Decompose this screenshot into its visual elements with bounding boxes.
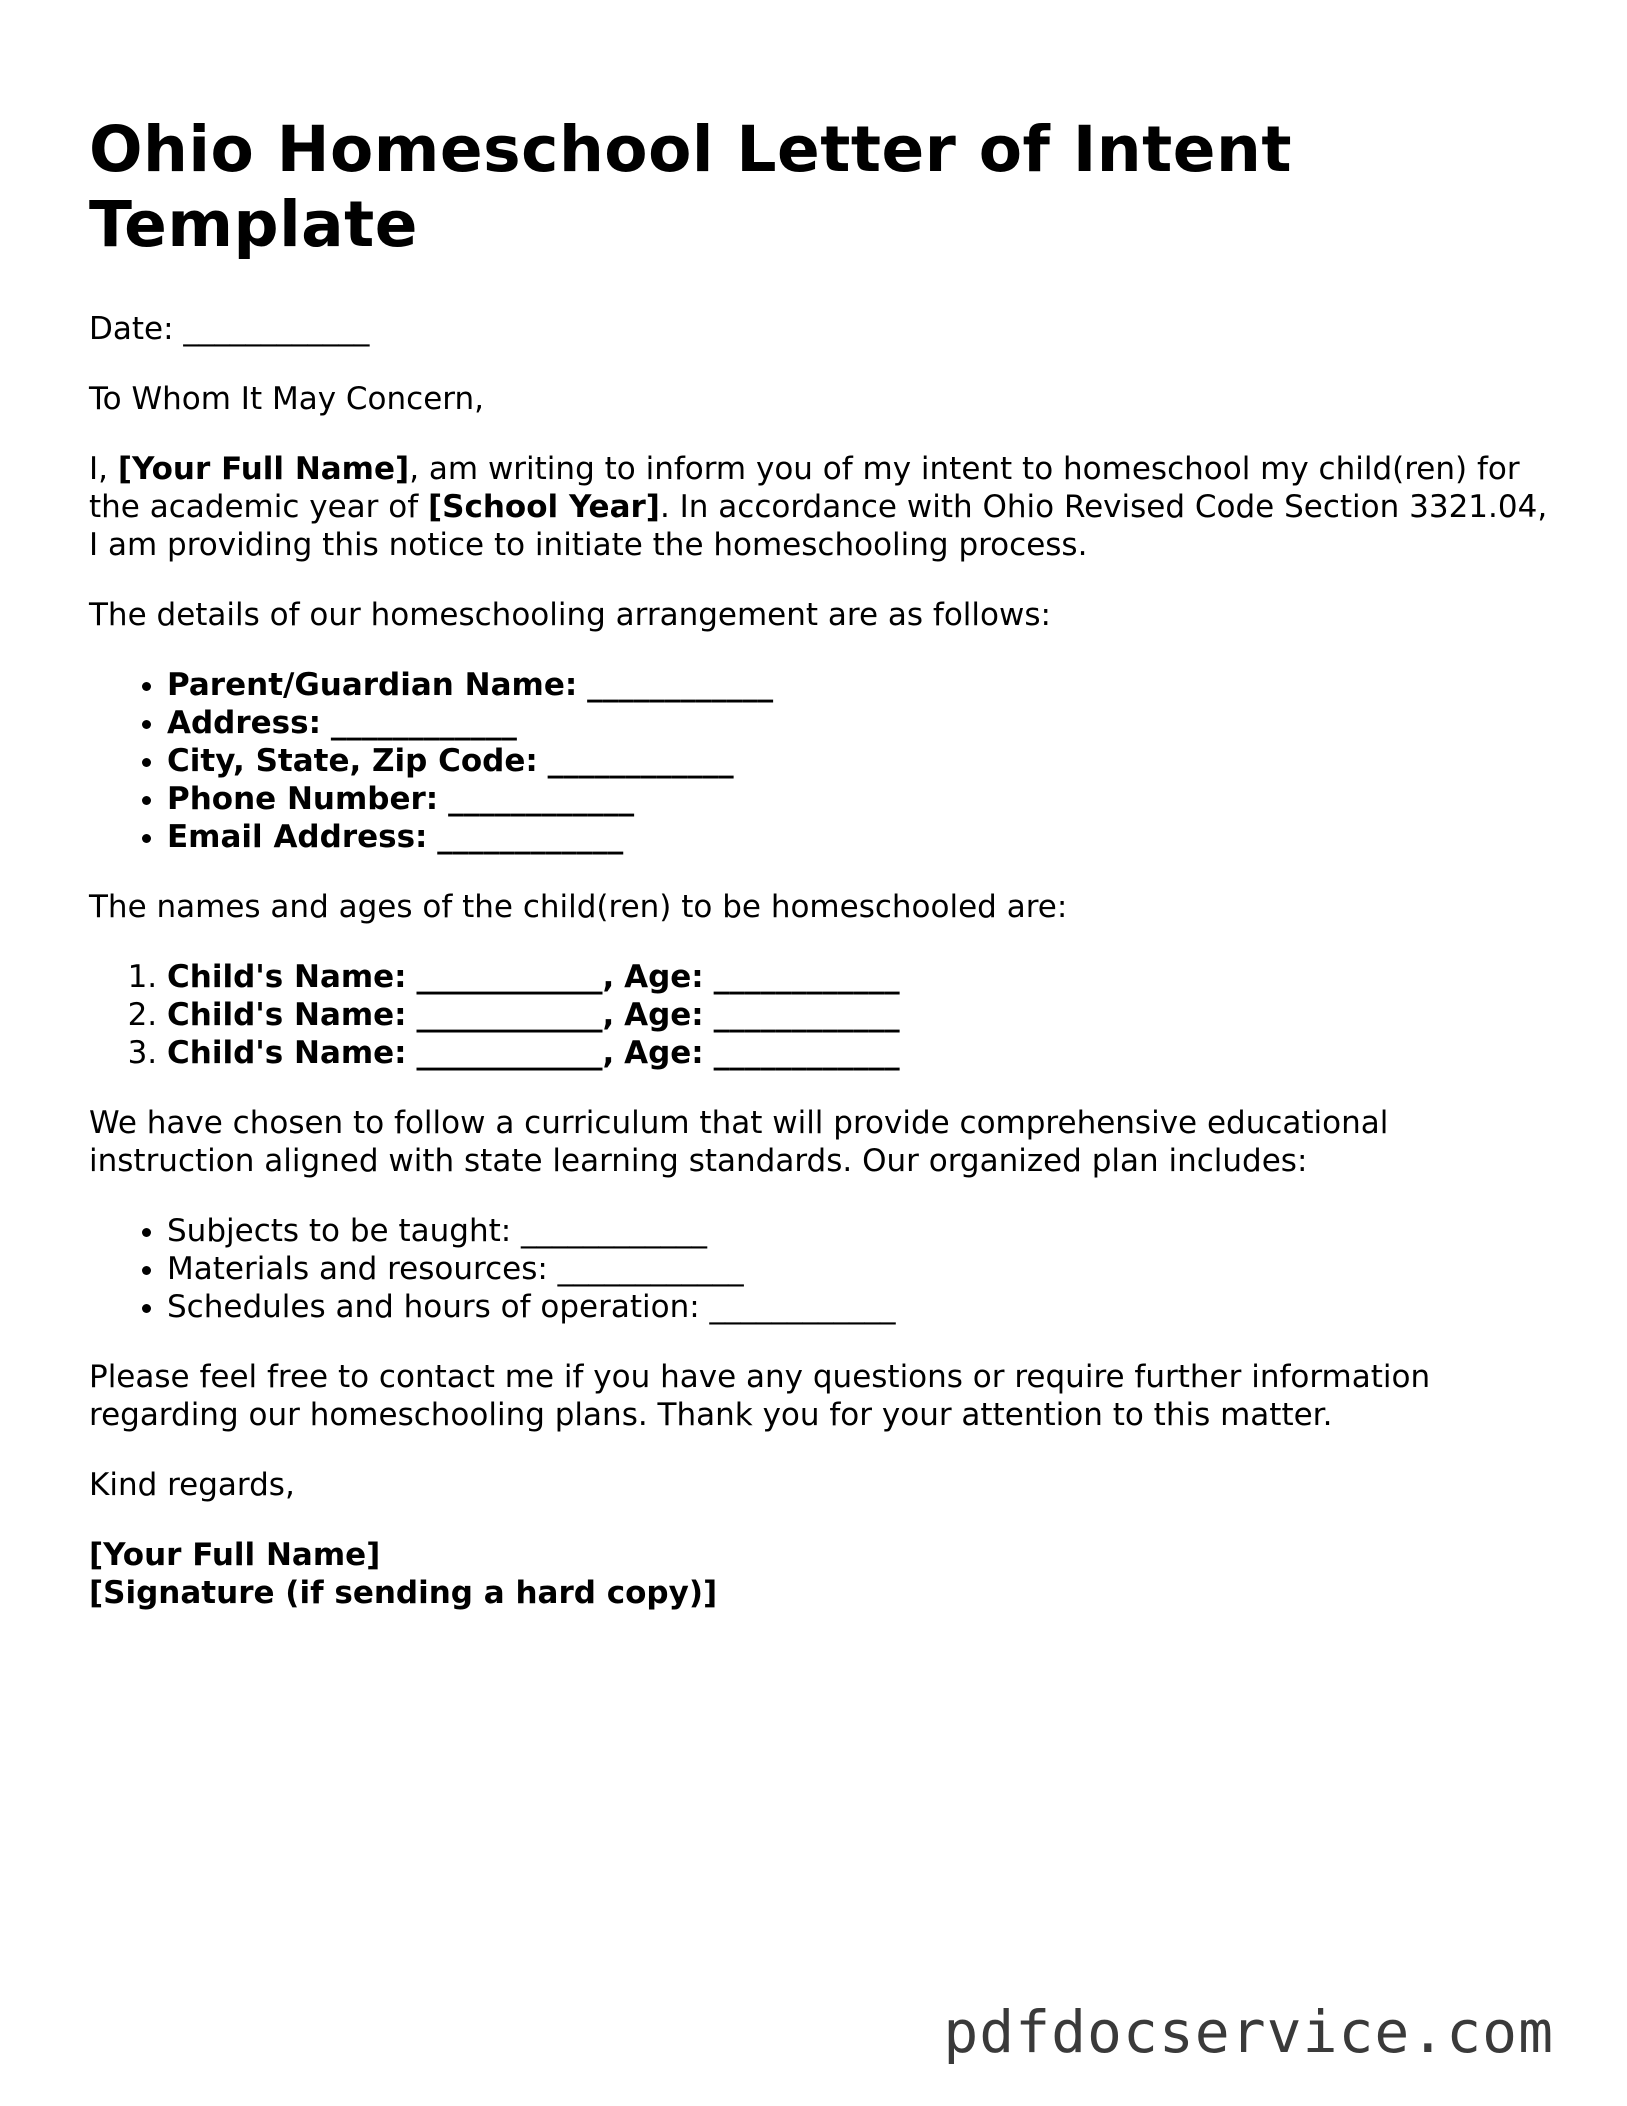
details-label: City, State, Zip Code: [167,743,538,779]
footer-watermark: pdfdocservice.com [943,1998,1554,2066]
plan-list [89,1212,1549,1326]
details-list [89,666,1549,856]
intro-year-placeholder: [School Year] [427,489,660,525]
intro-text-c: . In accordance with Ohio Revised Code Section 3321.04, I am providing this notice to initiate the homeschooling process. [89,489,1548,563]
regards-line: Kind regards, [89,1467,295,1503]
details-label: Phone Number: [167,781,439,817]
child-name-label: Child's Name: [167,1035,407,1071]
children-intro: The names and ages of the child(ren) to be homeschooled are: [89,889,1068,925]
salutation: To Whom It May Concern, [89,381,484,417]
details-blank: ____________ [437,819,624,855]
details-blank: ____________ [330,705,517,741]
child-item [167,996,1549,1034]
details-blank: ____________ [587,667,774,703]
document-title: Ohio Homeschool Letter of Intent Template [89,113,1292,261]
child-age-blank: ____________ [713,1035,900,1071]
details-item-parent [167,666,1549,704]
date-line: Date: ____________ [89,311,370,347]
details-item-city [167,742,1549,780]
details-item-address [167,704,1549,742]
details-item-email [167,818,1549,856]
curriculum-intro: We have chosen to follow a curriculum that will provide comprehensive educational instruction aligned with state learning standards. Our organized plan includes: [89,1105,1389,1179]
child-name-label: Child's Name: [167,997,407,1033]
signature-name: [Your Full Name] [89,1537,381,1573]
child-age-blank: ____________ [713,959,900,995]
document-page [89,112,1549,1612]
child-age-label: Age: [624,1035,704,1071]
intro-name-placeholder: [Your Full Name] [117,451,410,487]
plan-item-schedules: • Schedules and hours of operation: ____________ [167,1288,1549,1326]
children-list [89,958,1549,1072]
details-label: Address: [167,705,321,741]
details-label: Email Address: [167,819,428,855]
plan-item-subjects: • Subjects to be taught: ____________ [167,1212,1549,1250]
child-age-blank: ____________ [713,997,900,1033]
child-item [167,958,1549,996]
child-separator: , [602,959,615,995]
child-name-blank: ____________ [416,997,603,1033]
intro-paragraph [89,450,1549,564]
details-item-phone [167,780,1549,818]
child-separator: , [602,997,615,1033]
child-separator: , [602,1035,615,1071]
details-blank: ____________ [547,743,734,779]
signature-note: [Signature (if sending a hard copy)] [89,1575,718,1611]
child-name-label: Child's Name: [167,959,407,995]
child-age-label: Age: [624,959,704,995]
child-age-label: Age: [624,997,704,1033]
details-intro: The details of our homeschooling arrangement are as follows: [89,597,1051,633]
child-name-blank: ____________ [416,1035,603,1071]
details-label: Parent/Guardian Name: [167,667,578,703]
intro-text-b: , am writing to inform you of my intent to homeschool my child(ren) for the academic year of [89,451,1520,525]
plan-item-materials: • Materials and resources: ____________ [167,1250,1549,1288]
intro-text-a: I, [89,451,118,487]
details-blank: ____________ [448,781,635,817]
child-item [167,1034,1549,1072]
closing-paragraph: Please feel free to contact me if you have any questions or require further information regarding our homeschooling plans. Thank you for your attention to this matter. [89,1359,1431,1433]
child-name-blank: ____________ [416,959,603,995]
signature-block [89,1536,1549,1612]
